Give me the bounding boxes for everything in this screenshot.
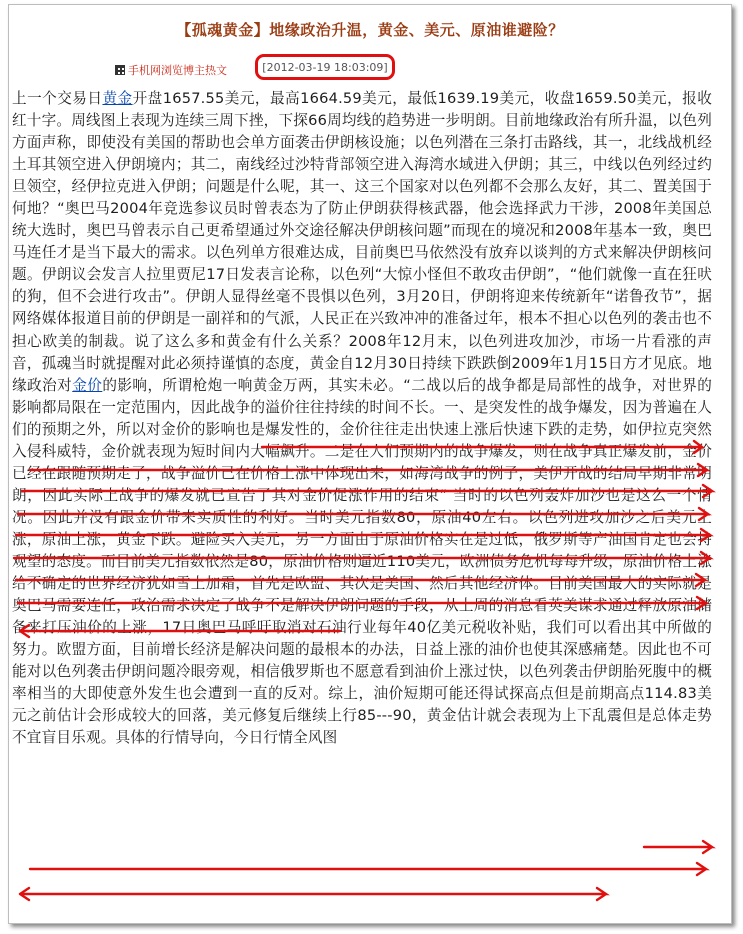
article-title: 【孤魂黄金】地缘政治升温，黄金、美元、原油谁避险？ — [176, 21, 564, 39]
article-text: 的影响，所谓枪炮一响黄金万两，其实未必。“二战以后的战争都是局部性的战争，对世界的影响都局限在一定范围内，因此战争的溢价往往持续的时间不长。一、是突发性的战争爆发，因为普遍在人们的预期之外，所以对金价的影响也是爆发性的，金价往往走出快速上涨后快速下跌的走势，如伊拉克突然入侵科威特，金价就表现为短时间内大幅飙升。二是在人们预期内的战争爆发，则在战争真正爆发前，金价已经在跟随预期走了，战争溢价已在价格上涨中体现出来，如海湾战争的例子，美伊开战的结局早期非常明朗，因此实际上战争的爆发就已宣告了其对金价促涨作用的结束” 当时的以色列轰炸加沙也是这么一个情况。因此并没有跟金价带来实质性的利好。当时美元指数80，原油40左右。以色列进攻加沙之后美元上涨，原油上涨，黄金下跌。避险买入美元，另一方面由于原油价格实在是过低，俄罗斯等产油国肯定也会持观望的态度。而目前美元指数依然是80，原油价格则逼近110美元，欧洲债务危机每每升级，原油价格上涨给不确定的世界经济犹如雪上加霜，首先是欧盟、其次是美国、然后其他经济体。目前美国最大的实际就是奥巴马需要连任，政治需求决定了战争不是解决伊朗问题的手段，从上周的消息看英美谋求通过释放原油储备来打压油价的上涨，17日奥巴马呼吁取消对石油行业每年40亿美元税收补贴，我们可以看出其中所做的努力。欧盟方面，目前增长经济是解决问题的最根本的办法，日益上涨的油价也使其深感痛楚。因此也不可能对以色列袭击伊朗问题冷眼旁观，相信俄罗斯也不愿意看到油价上涨过快，以色列袭击伊朗胎死腹中的概率相当的大即使意外发生也会遭到一直的反对。综上，油价短期可能还得试探高点但是前期高点114.83美元之前估计会形成较大的回落，美元修复后继续上行85---90，黄金估计就会表现为上下乱震但是总体走势不宜盲目乐观。具体的行情导向，今日行情全风图 — [12, 376, 713, 747]
article-body — [12, 88, 712, 749]
article-keyword-link[interactable]: 金价 — [72, 376, 103, 394]
article-meta — [9, 54, 731, 86]
mobile-view-label: 手机网浏览博主热文 — [128, 64, 227, 77]
post-date-highlight — [255, 54, 395, 80]
qr-code-icon — [115, 65, 125, 75]
post-date: [2012-03-19 18:03:09] — [262, 60, 388, 74]
article-text: 上一个交易日 — [12, 90, 103, 107]
article-keyword-link[interactable]: 黄金 — [102, 90, 133, 107]
article-text: 开盘1657.55美元，最高1664.59美元，最低1639.19美元，收盘1659.50美元，报收红十字。周线图上表现为连续三周下挫，下探66周均线的趋势进一步明朗。目前地缘政治有所升温，以色列方面声称，即使没有美国的帮助也会单方面袭击伊朗核设施；以色列潜在三条打击路线，其一，北线战机经土耳其领空进入伊朗境内；其二，南线经过沙特背部领空进入海湾水域进入伊朗；其三，中线以色列经过约旦领空，经伊拉克进入伊朗；问题是什么呢，其一、这三个国家对以色列都不会那么友好，其二、置美国于何地？“奥巴马2004年竞选参议员时曾表态为了防止伊朗获得核武器，他会选择武力干涉，2008年美国总统大选时，奥巴马曾表示自己更希望通过外交途径解决伊朗核问题”而现在的境况和2008年基本一致，奥巴马连任才是当下最大的需求。以色列单方很难达成，目前奥巴马依然没有放弃以谈判的方式来解决伊朗核问题。伊朗议会发言人拉里贾尼17日发表言论称，以色列“大惊小怪但不敢攻击伊朗”，“他们就像一直在狂吠的狗，但不会进行攻击”。伊朗人显得丝毫不畏惧以色列，3月20日，伊朗将迎来传统新年“诺鲁孜节”，据网络媒体报道目前的伊朗是一副祥和的气派，人民正在兴致冲冲的准备过年，根本不担心以色列的袭击也不担心欧美的制裁。说了这么多和黄金有什么关系？2008年12月末，以色列进攻加沙，市场一片看涨的声音，孤魂当时就提醒对此必须持谨慎的态度，黄金自12月30日持续下跌跌倒2009年1月15日方才见底。地缘政治对 — [12, 90, 713, 394]
mobile-view-link[interactable] — [115, 62, 227, 78]
